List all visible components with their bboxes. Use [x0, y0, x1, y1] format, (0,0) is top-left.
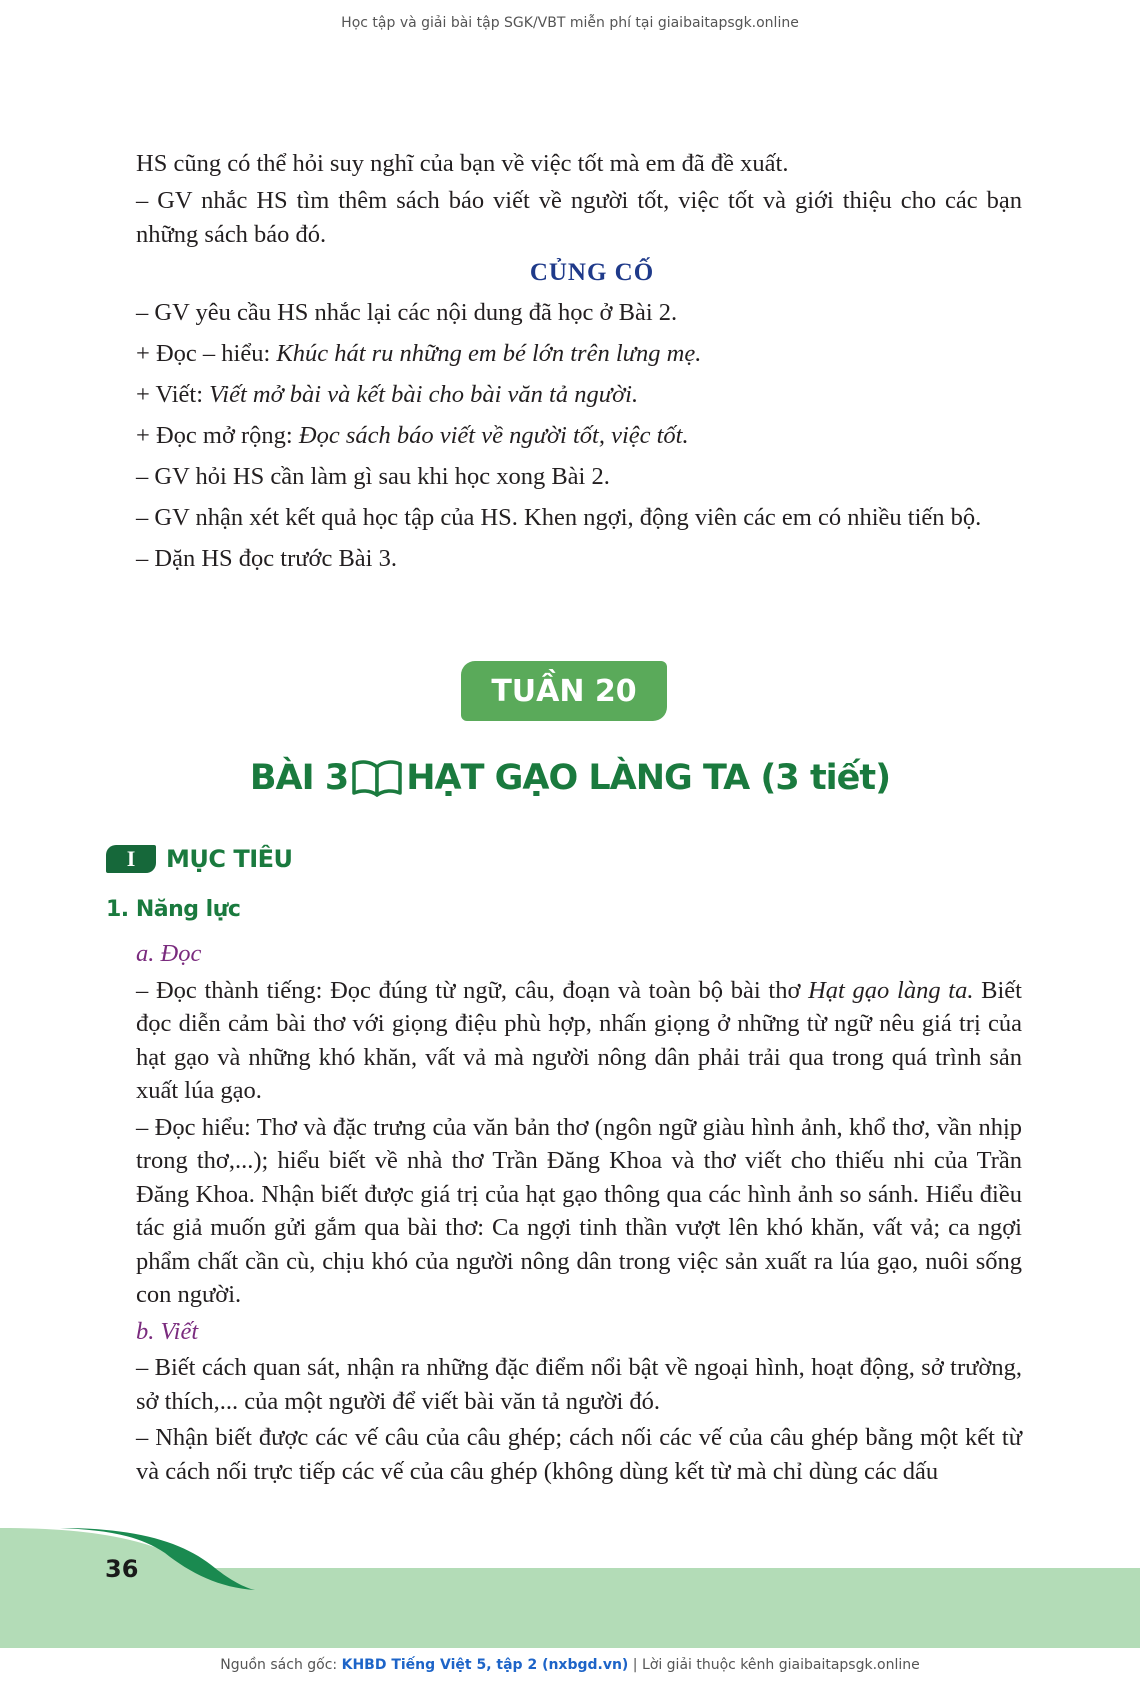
intro-line: – GV nhắc HS tìm thêm sách báo viết về người tốt, việc tốt và giới thiệu cho các bạn những sách báo đó. — [136, 187, 1022, 248]
paragraph-text: – Đọc thành tiếng: Đọc đúng từ ngữ, câu, đoạn và toàn bộ bài thơ — [136, 976, 809, 1004]
consolidation-item — [136, 337, 1022, 371]
subsection-label — [136, 1315, 1022, 1349]
item-prefix: + Đọc mở rộng: — [136, 422, 299, 449]
consolidation-heading: CỦNG CỐ — [529, 259, 655, 286]
section-roman-badge: I — [106, 845, 156, 873]
footer-suffix: | Lời giải thuộc kênh giaibaitapsgk.online — [628, 1657, 920, 1673]
subsection-heading: 1. Năng lực — [106, 897, 241, 922]
intro-section — [136, 147, 1022, 576]
item-title: Viết mở bài và kết bài cho bài văn tả người. — [209, 381, 639, 408]
consolidation-item: – Dặn HS đọc trước Bài 3. — [136, 545, 397, 572]
lesson-number: BÀI 3 — [249, 758, 349, 798]
open-book-icon — [351, 758, 403, 798]
item-prefix: + Đọc – hiểu: — [136, 340, 277, 367]
lesson-name: HẠT GẠO LÀNG TA (3 tiết) — [406, 758, 891, 798]
paragraph-text: Biết đọc diễn cảm bài thơ với giọng điệu phù hợp, nhấn giọng ở những từ ngữ nêu giá trị của hạt gạo và những khó khăn, vất vả mà người nông dân phải trải qua trong quá trình sản xuất lúa gạo. — [136, 976, 1022, 1104]
footer-wave-band — [0, 1528, 1140, 1648]
footer-note — [0, 1657, 1140, 1673]
paragraph: – Đọc hiểu: Thơ và đặc trưng của văn bản thơ (ngôn ngữ giàu hình ảnh, khổ thơ, vần nhịp trong thơ,...); hiểu biết về nhà thơ Trần Đăng Khoa và thơ viết cho thiếu nhi của Trần Đăng Khoa. Nhận biết được giá trị của hạt gạo thông qua các hình ảnh so sánh. Hiểu điều tác giả muốn gửi gắm qua bài thơ: Ca ngợi tinh thần vượt lên khó khăn, vất vả; ca ngợi phẩm chất cần cù, chịu khó của người nông dân trong việc sản xuất ra lúa gạo, nuôi sống con người. — [136, 1113, 1022, 1308]
section-title: MỤC TIÊU — [166, 845, 293, 873]
subsection-label-text: a. Đọc — [136, 940, 202, 967]
page-number: 36 — [105, 1555, 139, 1583]
intro-line: HS cũng có thể hỏi suy nghĩ của bạn về việc tốt mà em đã đề xuất. — [136, 150, 789, 177]
paragraph: – Nhận biết được các vế câu của câu ghép; cách nối các vế của câu ghép bằng một kết từ và cách nối trực tiếp các vế của câu ghép (không dùng kết từ mà chỉ dùng các dấu — [136, 1424, 1022, 1485]
consolidation-item: – GV nhận xét kết quả học tập của HS. Khen ngợi, động viên các em có nhiều tiến bộ. — [136, 504, 982, 531]
paragraph — [136, 974, 1022, 1108]
footer-book-link[interactable]: KHBD Tiếng Việt 5, tập 2 (nxbgd.vn) — [341, 1657, 629, 1673]
item-title: Đọc sách báo viết về người tốt, việc tốt. — [298, 422, 689, 449]
week-badge: TUẦN 20 — [461, 661, 667, 721]
subsection-label-text: b. Viết — [136, 1317, 199, 1345]
subsection-label — [136, 937, 1022, 971]
paragraph: – Biết cách quan sát, nhận ra những đặc điểm nổi bật về ngoại hình, hoạt động, sở trường, sở thích,... của một người để viết bài văn tả người đó. — [136, 1354, 1022, 1415]
consolidation-item — [136, 378, 1022, 412]
objectives-content — [136, 937, 1022, 1488]
consolidation-item: – GV hỏi HS cần làm gì sau khi học xong Bài 2. — [136, 463, 610, 490]
footer-prefix: Nguồn sách gốc: — [220, 1657, 342, 1673]
consolidation-item: – GV yêu cầu HS nhắc lại các nội dung đã học ở Bài 2. — [136, 299, 678, 326]
item-prefix: + Viết: — [136, 381, 210, 408]
item-title: Khúc hát ru những em bé lớn trên lưng mẹ. — [276, 340, 702, 367]
poem-title: Hạt gạo làng ta. — [808, 976, 974, 1004]
header-note: Học tập và giải bài tập SGK/VBT miễn phí tại giaibaitapsgk.online — [341, 15, 799, 31]
section-heading — [106, 845, 293, 873]
lesson-title — [0, 750, 1140, 806]
consolidation-item — [136, 419, 1022, 453]
